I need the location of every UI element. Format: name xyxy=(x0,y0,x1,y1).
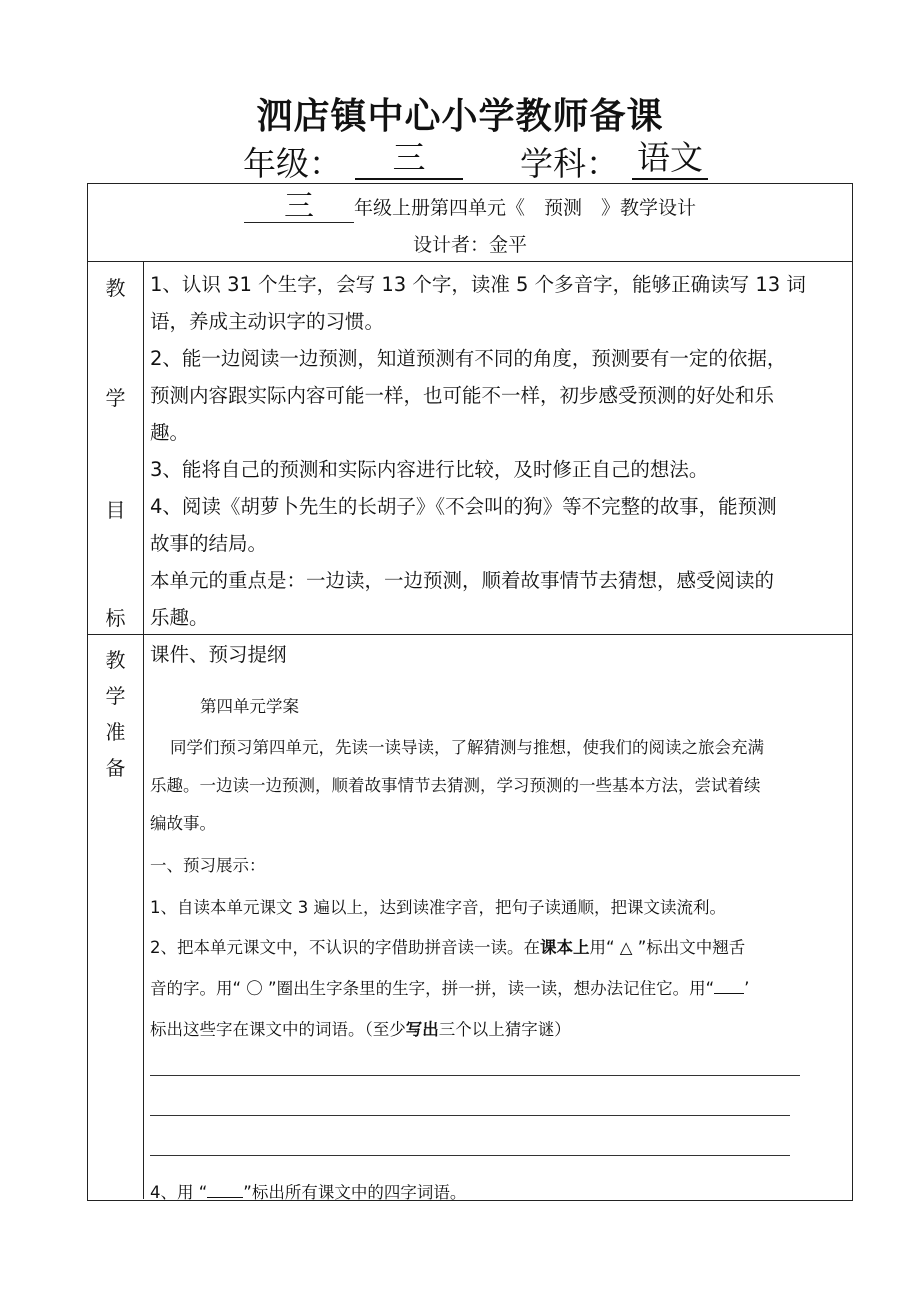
column-divider xyxy=(143,261,144,1199)
prep-label-2: 学 xyxy=(105,684,126,708)
prep-item-2-line2: 音的字。用“ 〇 ”圈出生字条里的生字，拼一拼，读一读，想办法记住它。用“ ’ xyxy=(150,979,750,998)
goals-label-2: 学 xyxy=(105,386,126,410)
grade-label: 年级： xyxy=(243,144,342,183)
goal-line: 语，养成主动识字的习惯。 xyxy=(150,310,385,333)
goal-line: 2、能一边阅读一边预测，知道预测有不同的角度，预测要有一定的依据， xyxy=(150,347,787,370)
prep-label-4: 备 xyxy=(105,756,126,780)
goal-line: 4、阅读《胡萝卜先生的长胡子》《不会叫的狗》等不完整的故事，能预测 xyxy=(150,495,777,518)
goal-line: 3、能将自己的预测和实际内容进行比较，及时修正自己的想法。 xyxy=(150,458,709,481)
goals-label-4: 标 xyxy=(105,606,126,630)
designer: 设计者：金平 xyxy=(412,234,527,256)
grade-value: 三 xyxy=(392,138,426,177)
prep-item-4: 4、用 “ ”标出所有课文中的四字词语。 xyxy=(150,1183,467,1202)
prep-item-2-line3: 标出这些字在课文中的词语。（至少写出三个以上猜字谜） xyxy=(150,1020,571,1039)
underline-mark xyxy=(207,1183,243,1198)
grade-subject-line xyxy=(0,136,920,186)
row-divider xyxy=(88,261,852,262)
answer-line[interactable] xyxy=(150,1075,800,1076)
goals-label-1: 教 xyxy=(105,276,126,300)
goal-line: 1、认识 31 个生字，会写 13 个字，读准 5 个多音字，能够正确读写 13 词 xyxy=(150,273,806,296)
goal-line: 趣。 xyxy=(150,421,190,444)
prep-intro-line: 编故事。 xyxy=(150,814,216,833)
design-title: 年级上册第四单元《 预测 》教学设计 xyxy=(353,197,696,219)
lesson-table xyxy=(87,183,853,1201)
prep-item-1: 1、自读本单元课文 3 遍以上，达到读准字音，把句子读通顺，把课文读流利。 xyxy=(150,898,726,917)
page-title: 泗店镇中心小学教师备课 xyxy=(256,96,664,137)
answer-line[interactable] xyxy=(150,1155,790,1156)
underline-mark xyxy=(714,979,744,994)
design-title-line xyxy=(88,189,852,224)
goal-line: 故事的结局。 xyxy=(150,532,268,555)
goal-line: 乐趣。 xyxy=(150,606,209,629)
prep-item-2: 2、把本单元课文中，不认识的字借助拼音读一读。在课本上用“ △ ”标出文中翘舌 xyxy=(150,938,746,957)
goal-line: 预测内容跟实际内容可能一样，也可能不一样，初步感受预测的好处和乐 xyxy=(150,384,775,407)
goal-line: 本单元的重点是：一边读，一边预测，顺着故事情节去猜想，感受阅读的 xyxy=(150,569,775,592)
prep-subtitle: 第四单元学案 xyxy=(200,697,299,716)
prep-title: 课件、预习提纲 xyxy=(150,643,287,666)
section-heading: 一、预习展示： xyxy=(150,856,266,875)
subject-value: 语文 xyxy=(637,138,703,177)
prep-intro-line: 乐趣。一边读一边预测，顺着故事情节去猜测，学习预测的一些基本方法，尝试着续 xyxy=(150,776,761,795)
design-grade-fill: 三 xyxy=(244,192,354,223)
prep-label-3: 准 xyxy=(105,720,126,744)
answer-line[interactable] xyxy=(150,1115,790,1116)
prep-intro-line: 同学们预习第四单元，先读一读导读，了解猜测与推想，使我们的阅读之旅会充满 xyxy=(170,738,764,757)
subject-label: 学科： xyxy=(520,144,619,183)
goals-label-3: 目 xyxy=(105,498,126,522)
prep-label-1: 教 xyxy=(105,648,126,672)
